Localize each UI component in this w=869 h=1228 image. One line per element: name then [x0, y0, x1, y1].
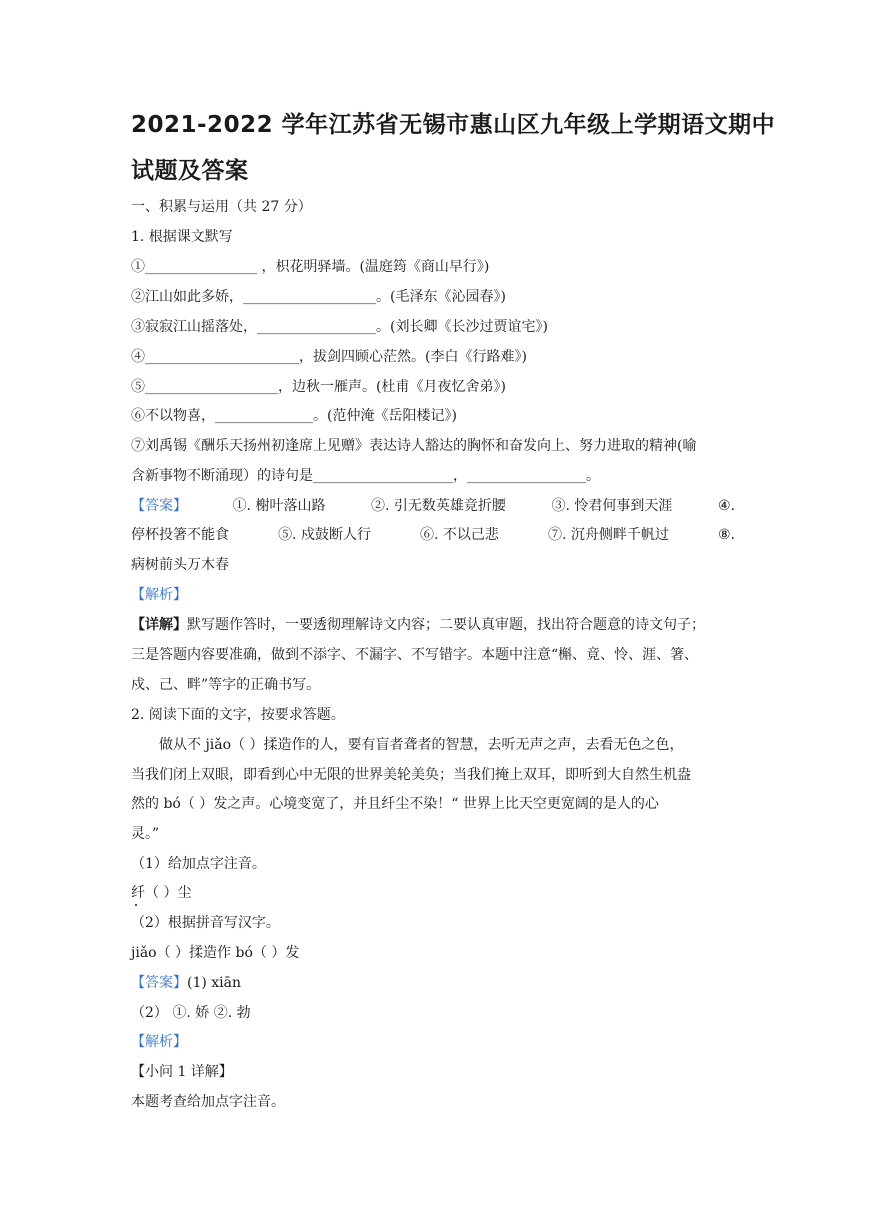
page-title-line1: 2021-2022 学年江苏省无锡市惠山区九年级上学期语文期中 — [131, 112, 776, 138]
q1-answer-row2 — [131, 526, 735, 544]
q2-passage-line1: 做从不 jiǎo（ ）揉造作的人，要有盲者聋者的智慧，去听无声之声，去看无色之色， — [159, 737, 684, 753]
q2-answer-line1 — [131, 974, 241, 992]
answer-part: ⑦. 沉舟侧畔千帆过 — [548, 527, 669, 543]
detail-text: 默写题作答时，一要透彻理解诗文内容；二要认真审题，找出符合题意的诗文句子； — [187, 617, 705, 633]
answer-text: (1) xiān — [187, 975, 242, 991]
answer-part: ⑤. 戍鼓断人行 — [278, 527, 371, 543]
q2-passage-line2: 当我们闭上双眼，即看到心中无限的世界美轮美奂；当我们掩上双耳，即听到大自然生机盎 — [131, 767, 691, 783]
answer-part: ③. 怜君何事到天涯 — [551, 498, 673, 514]
q1-item-4: ④______________________，拔剑四顾心茫然。(李白《行路难》) — [131, 349, 527, 365]
q2-answer-line2: （2） ①. 娇 ②. 勃 — [131, 1005, 251, 1021]
q1-item-7-cont: 含新事物不断涌现）的诗句是____________________，_________________。 — [131, 468, 600, 484]
answer-part: ⑧. — [717, 527, 735, 543]
q1-item-2: ②江山如此多娇，___________________。(毛泽东《沁园春》) — [131, 289, 506, 305]
q1-item-5: ⑤___________________，边秋一雁声。(杜甫《月夜忆舍弟》) — [131, 379, 506, 395]
sub1-blank: （ ）尘 — [145, 885, 192, 901]
section-heading: 一、积累与运用（共 27 分） — [131, 199, 312, 215]
q2-passage-line4: 灵。” — [131, 826, 160, 842]
q1-detail-line1 — [131, 616, 705, 634]
q1-answer-row1 — [131, 497, 735, 515]
q1-item-1: ①________________ ，枳花明驿墙。(温庭筠《商山早行》) — [131, 259, 490, 275]
answer-part: ④. — [717, 498, 735, 514]
q1-answer-row3: 病树前头万木春 — [131, 557, 229, 573]
q2-small-question: 【小问 1 详解】 — [131, 1064, 233, 1080]
dotted-char: 纤 — [131, 885, 145, 901]
answer-label: 【答案】 — [131, 498, 187, 514]
q1-item-3: ③寂寂江山摇落处，_________________。(刘长卿《长沙过贾谊宅》) — [131, 319, 548, 335]
question-2-heading: 2. 阅读下面的文字，按要求答题。 — [131, 707, 345, 723]
answer-part: 停杯投箸不能食 — [131, 527, 229, 543]
question-1-heading: 1. 根据课文默写 — [131, 229, 233, 245]
q2-sub2: （2）根据拼音写汉字。 — [131, 915, 280, 931]
answer-part: ②. 引无数英雄竞折腰 — [371, 498, 506, 514]
answer-part: ①. 榭叶落山路 — [232, 498, 326, 514]
q2-sub1: （1）给加点字注音。 — [131, 856, 266, 872]
q2-sub2-line: jiǎo（ ）揉造作 bó（ ）发 — [131, 945, 300, 961]
q1-item-6: ⑥不以物喜，______________。(范仲淹《岳阳楼记》) — [131, 408, 457, 424]
q2-analysis-label: 【解析】 — [131, 1034, 187, 1050]
q2-last-line: 本题考查给加点字注音。 — [131, 1094, 285, 1110]
detail-label: 【详解】 — [131, 617, 187, 633]
q1-detail-line2: 三是答题内容要准确，做到不添字、不漏字、不写错字。本题中注意“槲、竟、怜、涯、箸、 — [131, 647, 699, 663]
q1-detail-line3: 戍、己、畔”等字的正确书写。 — [131, 677, 321, 693]
page-title-line2: 试题及答案 — [131, 158, 249, 184]
q2-passage-line3: 然的 bó（ ）发之声。心境变宽了，并且纤尘不染！“ 世界上比天空更宽阔的是人的心 — [131, 796, 659, 812]
answer-part: ⑥. 不以己悲 — [420, 527, 499, 543]
q1-item-7: ⑦刘禹锡《酬乐天扬州初逢席上见赠》表达诗人豁达的胸怀和奋发向上、努力进取的精神(喻 — [131, 438, 697, 454]
answer-label: 【答案】 — [131, 975, 187, 991]
q2-sub1-line — [131, 884, 191, 902]
q1-analysis-label: 【解析】 — [131, 587, 187, 603]
